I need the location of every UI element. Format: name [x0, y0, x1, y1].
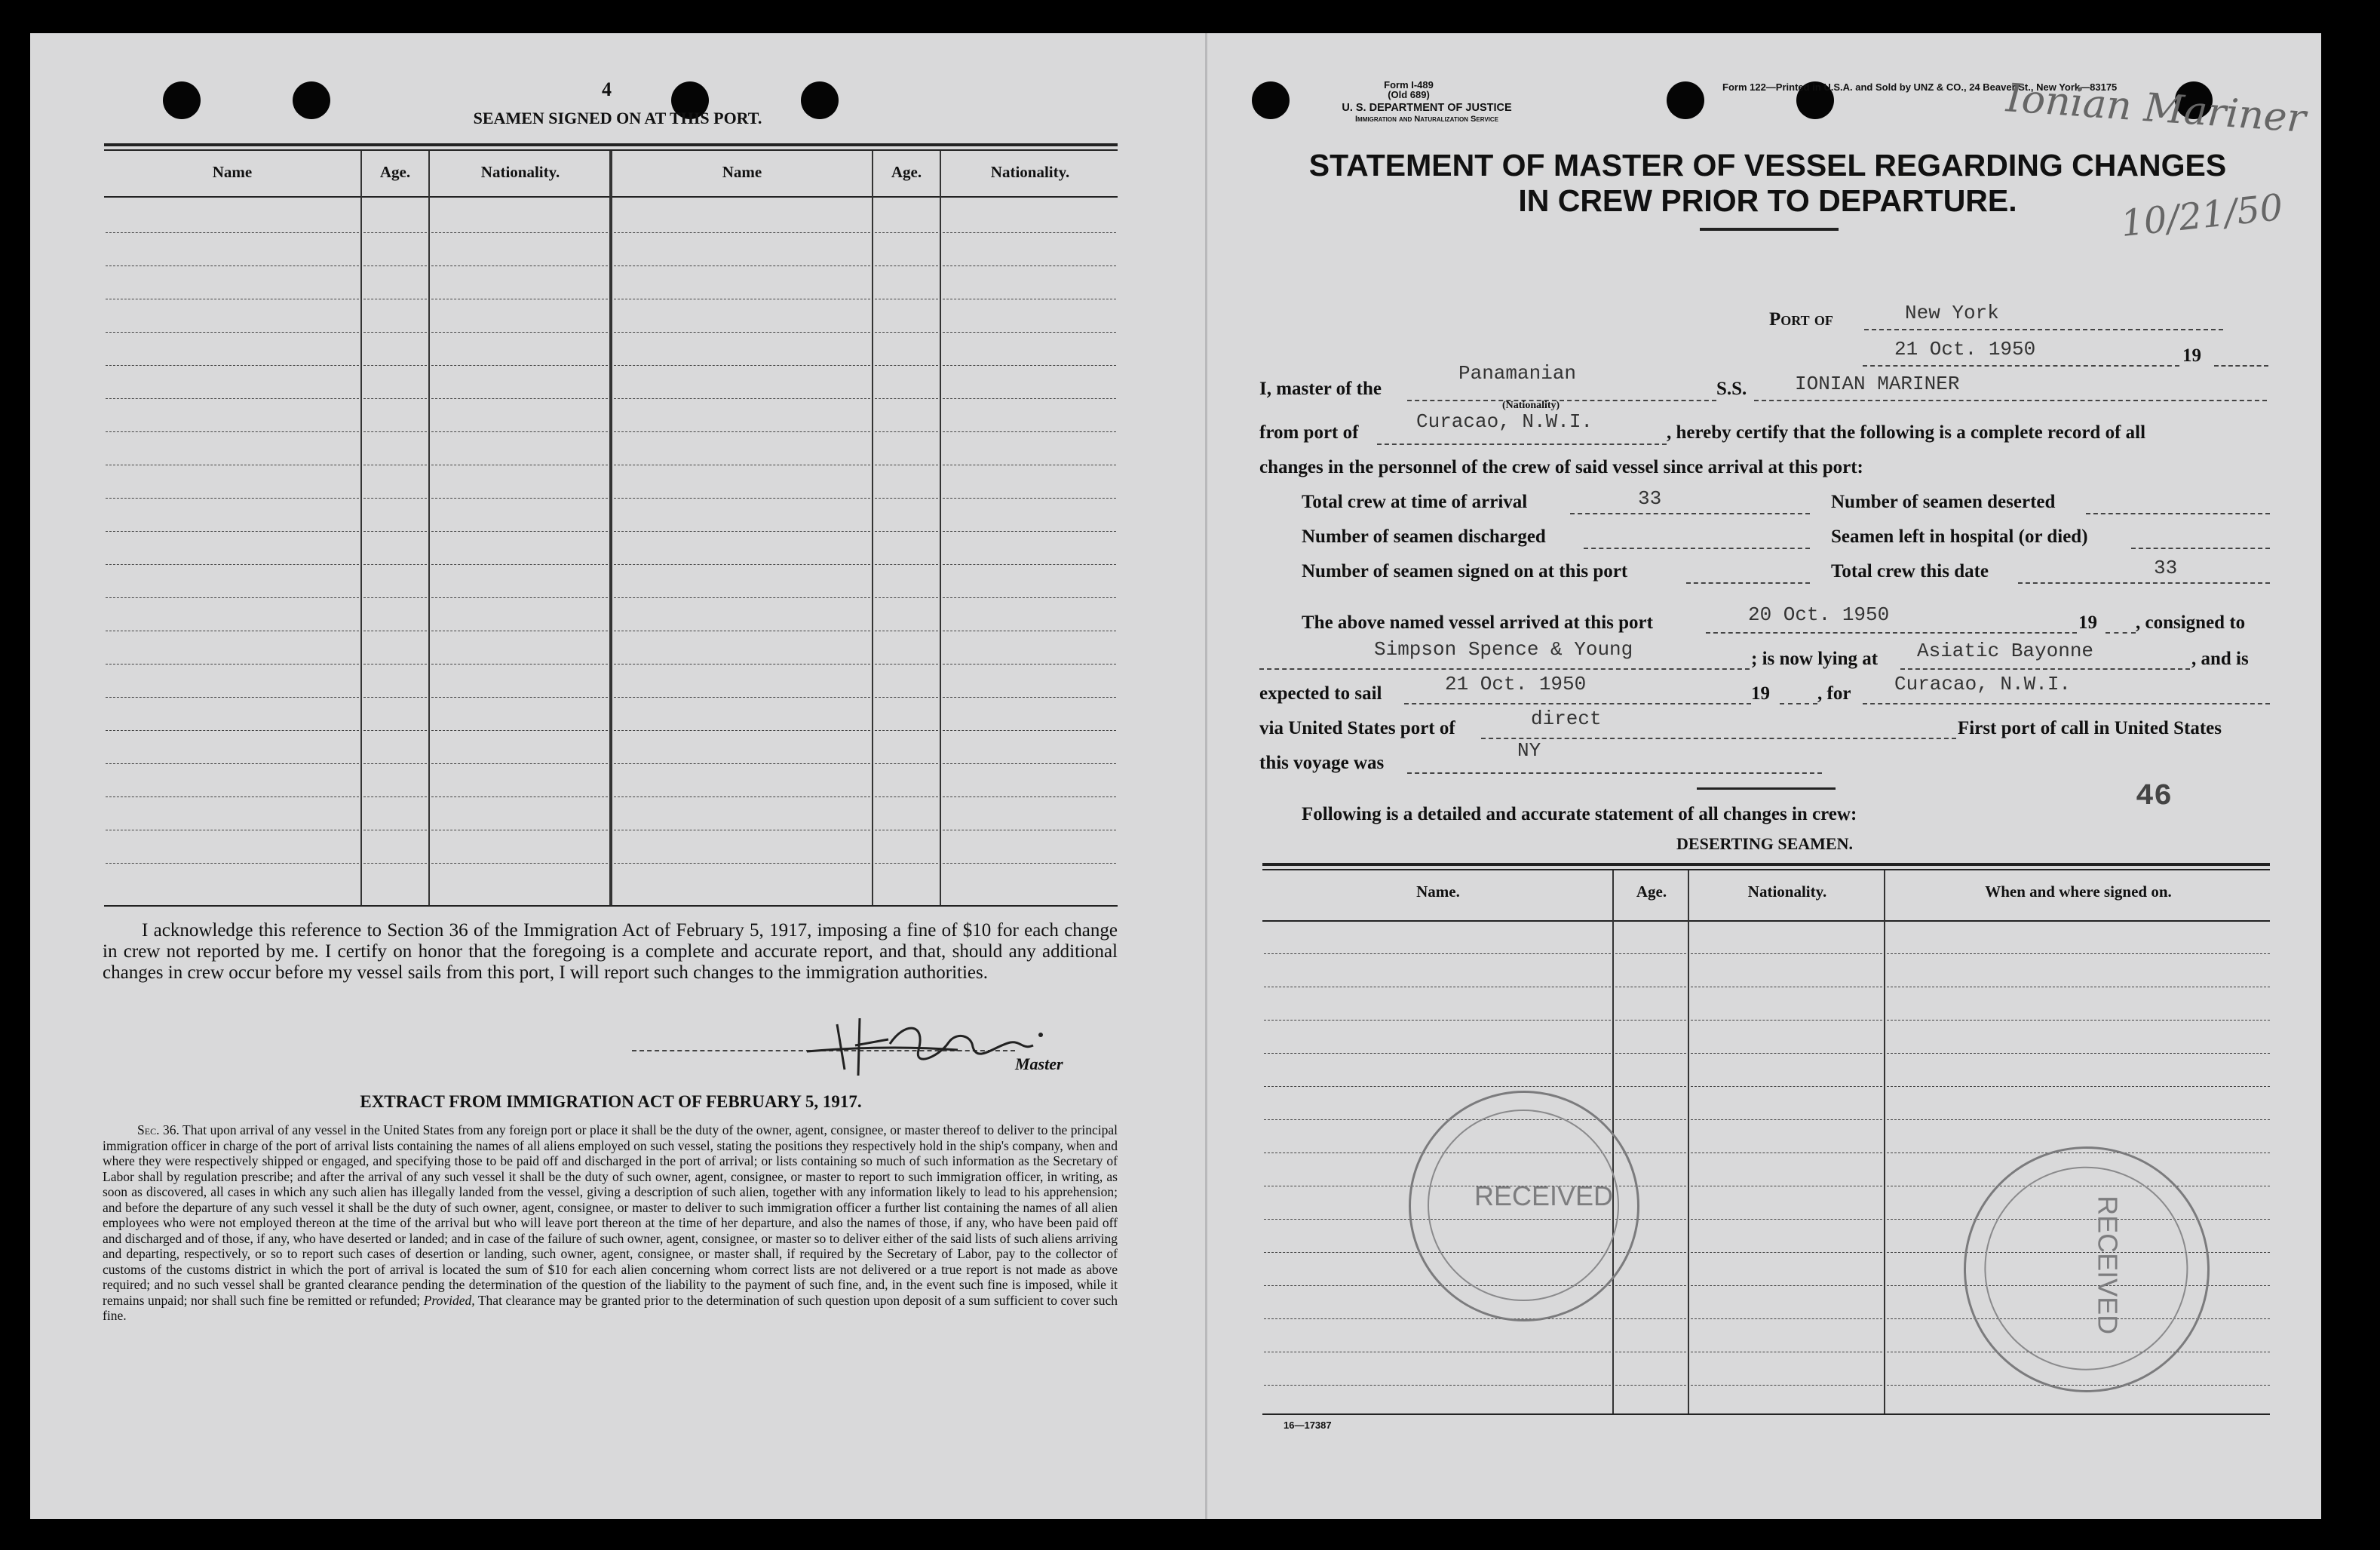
ruling-line — [1615, 1020, 1686, 1021]
ruling-line — [943, 332, 1116, 333]
lying-label: ; is now lying at — [1751, 649, 1879, 669]
port-of-label: Port of — [1769, 309, 1833, 330]
total-crew-arrival-label: Total crew at time of arrival — [1302, 492, 1528, 512]
ruling-line — [431, 796, 608, 797]
col-header-name: Name. — [1416, 882, 1460, 901]
lying-value: Asiatic Bayonne — [1917, 640, 2094, 662]
ruling-line — [875, 796, 938, 797]
port-of-line — [1864, 329, 2223, 330]
ruling-line — [363, 232, 427, 233]
extract-title: EXTRACT FROM IMMIGRATION ACT OF FEBRUARY 5, 1917. — [360, 1092, 862, 1111]
ruling-line — [1615, 1285, 1686, 1286]
ruling-line — [614, 597, 870, 598]
col-header-age: Age. — [891, 163, 922, 181]
ruling-line — [363, 597, 427, 598]
extract-body: That upon arrival of any vessel in the United States from any foreign port or place it shall be the duty of the owner, agent, consignee, or master thereof to deliver to the principal immigration officer in charge of the port of arrival lists containing the names of all aliens employed on such vessel, stating the positions they respectively hold in the ship's company, when and where they were respectively shipped or engaged, and specifying those to be paid off and discharged in the port of arrival; or lists containing so much of such information as the Secretary of Labor shall by regulation prescribe; and after the arrival of any such vessel it shall be the duty of such owner, agent, consignee, or master to report to such immigration officer, in writing, as soon as discovered, all cases in which any such alien has illegally landed from the vessel, giving a description of such alien, together with any information likely to lead to his apprehension; and before the departure of any such vessel it shall be the duty of such owner, agent, consignee, or master to deliver to such immigration officer a further list containing the names of all alien employees who were not employed thereon at the time of the arrival but who will leave port thereon at the time of her departure, and also the names of those, if any, who have been paid off and discharged and of those, if any, who have deserted or landed; and in case of the failure of such owner, agent, consignee, or master so to deliver either of the said lists of such aliens arriving and departing, respectively, or so to report such cases of desertion or landing, such owner, agent, consignee, or master shall, if required by the Secretary of Labor, pay to the collector of customs of the customs district in which the port of arrival is located the sum of $10 for each alien concerning whom correct lists are not delivered or a true report is not made as above required; and no such vessel shall be granted clearance pending the determination of the question of the liability to the payment of such fine, and, in the event such fine is imposed, while it remains unpaid; nor shall such fine be remitted or refunded; — [103, 1122, 1118, 1308]
via-line — [1481, 738, 1956, 739]
ruling-line — [1887, 953, 2270, 954]
ruling-line — [1615, 1086, 1686, 1087]
ruling-line — [363, 365, 427, 366]
ruling-line — [875, 763, 938, 764]
consignee-line — [1259, 668, 1750, 670]
ruling-line — [943, 564, 1116, 565]
ruling-line — [614, 531, 870, 532]
ruling-line — [943, 498, 1116, 499]
deserting-top-rule — [1262, 863, 2270, 866]
ruling-line — [431, 498, 608, 499]
date-line — [1863, 365, 2179, 367]
ruling-line — [875, 531, 938, 532]
punch-hole — [163, 81, 201, 119]
ruling-line — [363, 697, 427, 698]
total-crew-arrival-line — [1570, 513, 1810, 514]
ruling-line — [431, 664, 608, 665]
ruling-line — [614, 730, 870, 731]
total-crew-date-line — [2018, 582, 2270, 584]
page-fold — [1205, 33, 1207, 1519]
ruling-line — [106, 398, 359, 399]
column-divider — [1884, 870, 1885, 1413]
from-port-value: Curacao, N.W.I. — [1416, 410, 1593, 433]
arrived-label: The above named vessel arrived at this port — [1302, 612, 1653, 633]
extract-section: Sec. 36. — [137, 1122, 179, 1137]
column-divider — [872, 151, 873, 905]
arrived-year: 19 — [2078, 612, 2097, 633]
ruling-line — [106, 664, 359, 665]
ruling-line — [363, 763, 427, 764]
for-line — [1863, 703, 2270, 704]
ss-label: S.S. — [1716, 379, 1747, 399]
form-title-line2: IN CREW PRIOR TO DEPARTURE. — [1518, 183, 2017, 218]
deserted-label: Number of seamen deserted — [1831, 492, 2056, 512]
voyage-value: NY — [1517, 739, 1541, 762]
ruling-line — [1264, 953, 1611, 954]
department-name: U. S. DEPARTMENT OF JUSTICE — [1342, 102, 1512, 114]
voyage-line — [1407, 772, 1822, 774]
ruling-line — [363, 332, 427, 333]
ruling-line — [1264, 1385, 1611, 1386]
column-divider — [428, 151, 430, 905]
from-port-label: from port of — [1259, 422, 1359, 443]
ruling-line — [943, 763, 1116, 764]
ruling-line — [943, 431, 1116, 432]
ruling-line — [614, 265, 870, 266]
ruling-line — [614, 431, 870, 432]
col-header-name: Name — [722, 163, 762, 181]
expected-label: expected to sail — [1259, 683, 1382, 704]
ruling-line — [1264, 1318, 1611, 1319]
date-value: 21 Oct. 1950 — [1894, 338, 2036, 361]
ruling-line — [431, 730, 608, 731]
ruling-line — [614, 796, 870, 797]
ruling-line — [363, 265, 427, 266]
ruling-line — [363, 730, 427, 731]
year-line — [2214, 365, 2268, 367]
ruling-line — [1887, 1086, 2270, 1087]
ruling-line — [943, 232, 1116, 233]
col-header-name: Name — [212, 163, 253, 181]
ruling-line — [943, 664, 1116, 665]
ruling-line — [363, 564, 427, 565]
ruling-line — [106, 730, 359, 731]
for-value: Curacao, N.W.I. — [1894, 673, 2072, 695]
ruling-line — [1264, 1053, 1611, 1054]
vessel-name-line — [1754, 400, 2267, 401]
ruling-line — [363, 863, 427, 864]
ruling-line — [614, 763, 870, 764]
ruling-line — [106, 498, 359, 499]
ruling-line — [431, 365, 608, 366]
ruling-line — [363, 398, 427, 399]
nationality-line — [1407, 400, 1716, 401]
ruling-line — [614, 664, 870, 665]
ruling-line — [614, 564, 870, 565]
ruling-line — [875, 232, 938, 233]
expected-year: 19 — [1751, 683, 1770, 704]
expected-value: 21 Oct. 1950 — [1445, 673, 1587, 695]
ruling-line — [431, 564, 608, 565]
punch-hole — [801, 81, 839, 119]
ruling-line — [106, 265, 359, 266]
voyage-label: this voyage was — [1259, 753, 1385, 773]
ruling-line — [614, 498, 870, 499]
ruling-line — [106, 564, 359, 565]
ruling-line — [943, 265, 1116, 266]
ruling-line — [431, 232, 608, 233]
ruling-line — [1691, 1219, 1882, 1220]
master-of-label: I, master of the — [1259, 379, 1382, 399]
signed-on-label: Number of seamen signed on at this port — [1302, 561, 1628, 582]
ruling-line — [875, 398, 938, 399]
ruling-line — [614, 332, 870, 333]
ruling-line — [1691, 1385, 1882, 1386]
ruling-line — [614, 365, 870, 366]
ruling-line — [1264, 1020, 1611, 1021]
via-label: via United States port of — [1259, 718, 1455, 738]
arrived-value: 20 Oct. 1950 — [1748, 603, 1890, 626]
column-divider — [609, 151, 612, 905]
for-label: , for — [1817, 683, 1851, 704]
ruling-line — [614, 398, 870, 399]
deserting-header-underline — [1262, 920, 2270, 922]
extract-text — [103, 1122, 1118, 1324]
total-crew-date-value: 33 — [2154, 557, 2178, 579]
ruling-line — [106, 863, 359, 864]
ruling-line — [614, 863, 870, 864]
ruling-line — [1691, 1053, 1882, 1054]
column-divider — [940, 151, 941, 905]
ruling-line — [363, 498, 427, 499]
deserted-line — [2086, 513, 2270, 514]
and-is-label: , and is — [2191, 649, 2249, 669]
discharged-line — [1584, 548, 1810, 549]
ruling-line — [943, 398, 1116, 399]
discharged-label: Number of seamen discharged — [1302, 526, 1546, 547]
vessel-name: IONIAN MARINER — [1795, 373, 1960, 395]
ruling-line — [1691, 1285, 1882, 1286]
department-header — [1284, 103, 1570, 125]
col-header-nationality: Nationality. — [1747, 882, 1827, 901]
extract-provided: Provided, — [423, 1292, 475, 1308]
ruling-line — [1615, 1385, 1686, 1386]
ruling-line — [875, 730, 938, 731]
following-text: Following is a detailed and accurate statement of all changes in crew: — [1302, 804, 1857, 824]
ruling-line — [1691, 1252, 1882, 1253]
ruling-line — [943, 730, 1116, 731]
form-title-line1: STATEMENT OF MASTER OF VESSEL REGARDING CHANGES — [1308, 148, 2227, 183]
arrived-line — [1706, 632, 2077, 634]
signed-on-title: SEAMEN SIGNED ON AT THIS PORT. — [473, 109, 762, 127]
ruling-line — [875, 597, 938, 598]
ruling-line — [1691, 953, 1882, 954]
ruling-line — [431, 863, 608, 864]
table-bottom-rule — [104, 905, 1118, 907]
col-header-nationality: Nationality. — [990, 163, 1070, 181]
consignee-value: Simpson Spence & Young — [1374, 638, 1633, 661]
first-port-label: First port of call in United States — [1958, 718, 2222, 738]
ruling-line — [1264, 1086, 1611, 1087]
total-crew-arrival-value: 33 — [1638, 487, 1662, 510]
form-old-text: (Old 689) — [1388, 89, 1430, 100]
ruling-line — [1615, 1119, 1686, 1120]
changes-text: changes in the personnel of the crew of said vessel since arrival at this port: — [1259, 457, 1863, 477]
ruling-line — [875, 498, 938, 499]
table-top-rule — [104, 143, 1118, 146]
ruling-line — [106, 697, 359, 698]
ruling-line — [1691, 1020, 1882, 1021]
ruling-line — [1887, 1119, 2270, 1120]
ruling-line — [1615, 1318, 1686, 1319]
stamp-text: RECEIVED — [2092, 1195, 2124, 1335]
ruling-line — [943, 531, 1116, 532]
signed-on-line — [1686, 582, 1810, 584]
column-divider — [360, 151, 362, 905]
footer-code: 16—17387 — [1284, 1420, 1332, 1431]
page-number: 4 — [602, 78, 612, 100]
ruling-line — [875, 863, 938, 864]
ruling-line — [875, 564, 938, 565]
ruling-line — [1691, 1318, 1882, 1319]
extract-tail: That clearance may be granted prior to the determination of such question upon deposit of a sum sufficient to cover such fine. — [103, 1292, 1118, 1323]
col-header-age: Age. — [1636, 882, 1667, 901]
deserting-title: DESERTING SEAMEN. — [1676, 834, 1853, 853]
ruling-line — [106, 232, 359, 233]
certify-text: , hereby certify that the following is a complete record of all — [1667, 422, 2146, 443]
ruling-line — [106, 332, 359, 333]
form-number-text: Form I-489 — [1384, 79, 1434, 91]
year-prefix: 19 — [2182, 345, 2201, 366]
ruling-line — [1691, 1119, 1882, 1120]
ruling-line — [1615, 953, 1686, 954]
ruling-line — [614, 232, 870, 233]
ruling-line — [431, 398, 608, 399]
col-header-age: Age. — [379, 163, 411, 181]
hospital-label: Seamen left in hospital (or died) — [1831, 526, 2088, 547]
form-number — [1363, 80, 1454, 100]
port-of-value: New York — [1905, 302, 1999, 324]
nationality-caption: (Nationality) — [1502, 400, 1560, 411]
form-title — [1262, 148, 2273, 219]
stamped-number: 46 — [2136, 780, 2173, 814]
ruling-line — [943, 863, 1116, 864]
col-header-signed-on: When and where signed on. — [1985, 882, 2172, 901]
consigned-label: , consigned to — [2136, 612, 2246, 633]
acknowledgement-text: I acknowledge this reference to Section 36 of the Immigration Act of February 5, 1917, imposing a fine of $10 for each change in crew not reported by me. I certify on honor that the foregoing is a complete and accurate report, and that, should any additional changes in crew occur before my vessel sails from this port, I will report such changes to the immigration authorities. — [103, 920, 1118, 983]
ruling-line — [431, 597, 608, 598]
ruling-line — [431, 763, 608, 764]
nationality-value: Panamanian — [1458, 362, 1577, 385]
master-label: Master — [1015, 1054, 1063, 1073]
ruling-line — [363, 531, 427, 532]
ruling-line — [1887, 1020, 2270, 1021]
column-divider — [1688, 870, 1689, 1413]
title-underline — [1700, 228, 1839, 231]
section-divider — [1697, 787, 1836, 790]
deserting-top-rule — [1262, 869, 2270, 870]
ruling-line — [363, 664, 427, 665]
ruling-line — [943, 597, 1116, 598]
ruling-line — [1691, 1086, 1882, 1087]
ruling-line — [363, 796, 427, 797]
ruling-line — [875, 431, 938, 432]
stamp-text: RECEIVED — [1474, 1180, 1614, 1211]
ruling-line — [106, 531, 359, 532]
handwritten-vessel: Ionian Mariner — [2004, 75, 2308, 142]
ruling-line — [875, 265, 938, 266]
handwritten-date: 10/21/50 — [2118, 186, 2285, 246]
punch-hole — [293, 81, 330, 119]
ruling-line — [1887, 1053, 2270, 1054]
ruling-line — [431, 431, 608, 432]
ruling-line — [943, 796, 1116, 797]
ruling-line — [106, 431, 359, 432]
ruling-line — [875, 332, 938, 333]
ruling-line — [875, 697, 938, 698]
ruling-line — [1615, 1053, 1686, 1054]
ruling-line — [431, 332, 608, 333]
expected-year-line — [1780, 703, 1817, 704]
arrived-year-line — [2106, 632, 2136, 634]
lying-line — [1900, 668, 2190, 670]
expected-line — [1404, 703, 1751, 704]
service-name: Immigration and Naturalization Service — [1354, 115, 1498, 124]
col-header-nationality: Nationality. — [480, 163, 560, 181]
ruling-line — [106, 597, 359, 598]
printer-note: Form 122—Printed in U.S.A. and Sold by UNZ & CO., 24 Beaver St., New York—83175 — [1722, 81, 2118, 93]
deserting-bottom-rule — [1262, 1413, 2270, 1415]
ruling-line — [614, 697, 870, 698]
ruling-line — [431, 697, 608, 698]
ruling-line — [106, 763, 359, 764]
ruling-line — [431, 531, 608, 532]
received-stamp — [1409, 1091, 1639, 1321]
hospital-line — [2131, 548, 2270, 549]
ruling-line — [943, 697, 1116, 698]
total-crew-date-label: Total crew this date — [1831, 561, 1989, 582]
ruling-line — [943, 365, 1116, 366]
ruling-line — [875, 664, 938, 665]
from-port-line — [1377, 444, 1667, 445]
ruling-line — [431, 265, 608, 266]
ruling-line — [875, 365, 938, 366]
via-value: direct — [1531, 707, 1602, 730]
ruling-line — [106, 796, 359, 797]
ruling-line — [363, 431, 427, 432]
punch-hole — [1667, 81, 1704, 119]
ruling-line — [106, 365, 359, 366]
